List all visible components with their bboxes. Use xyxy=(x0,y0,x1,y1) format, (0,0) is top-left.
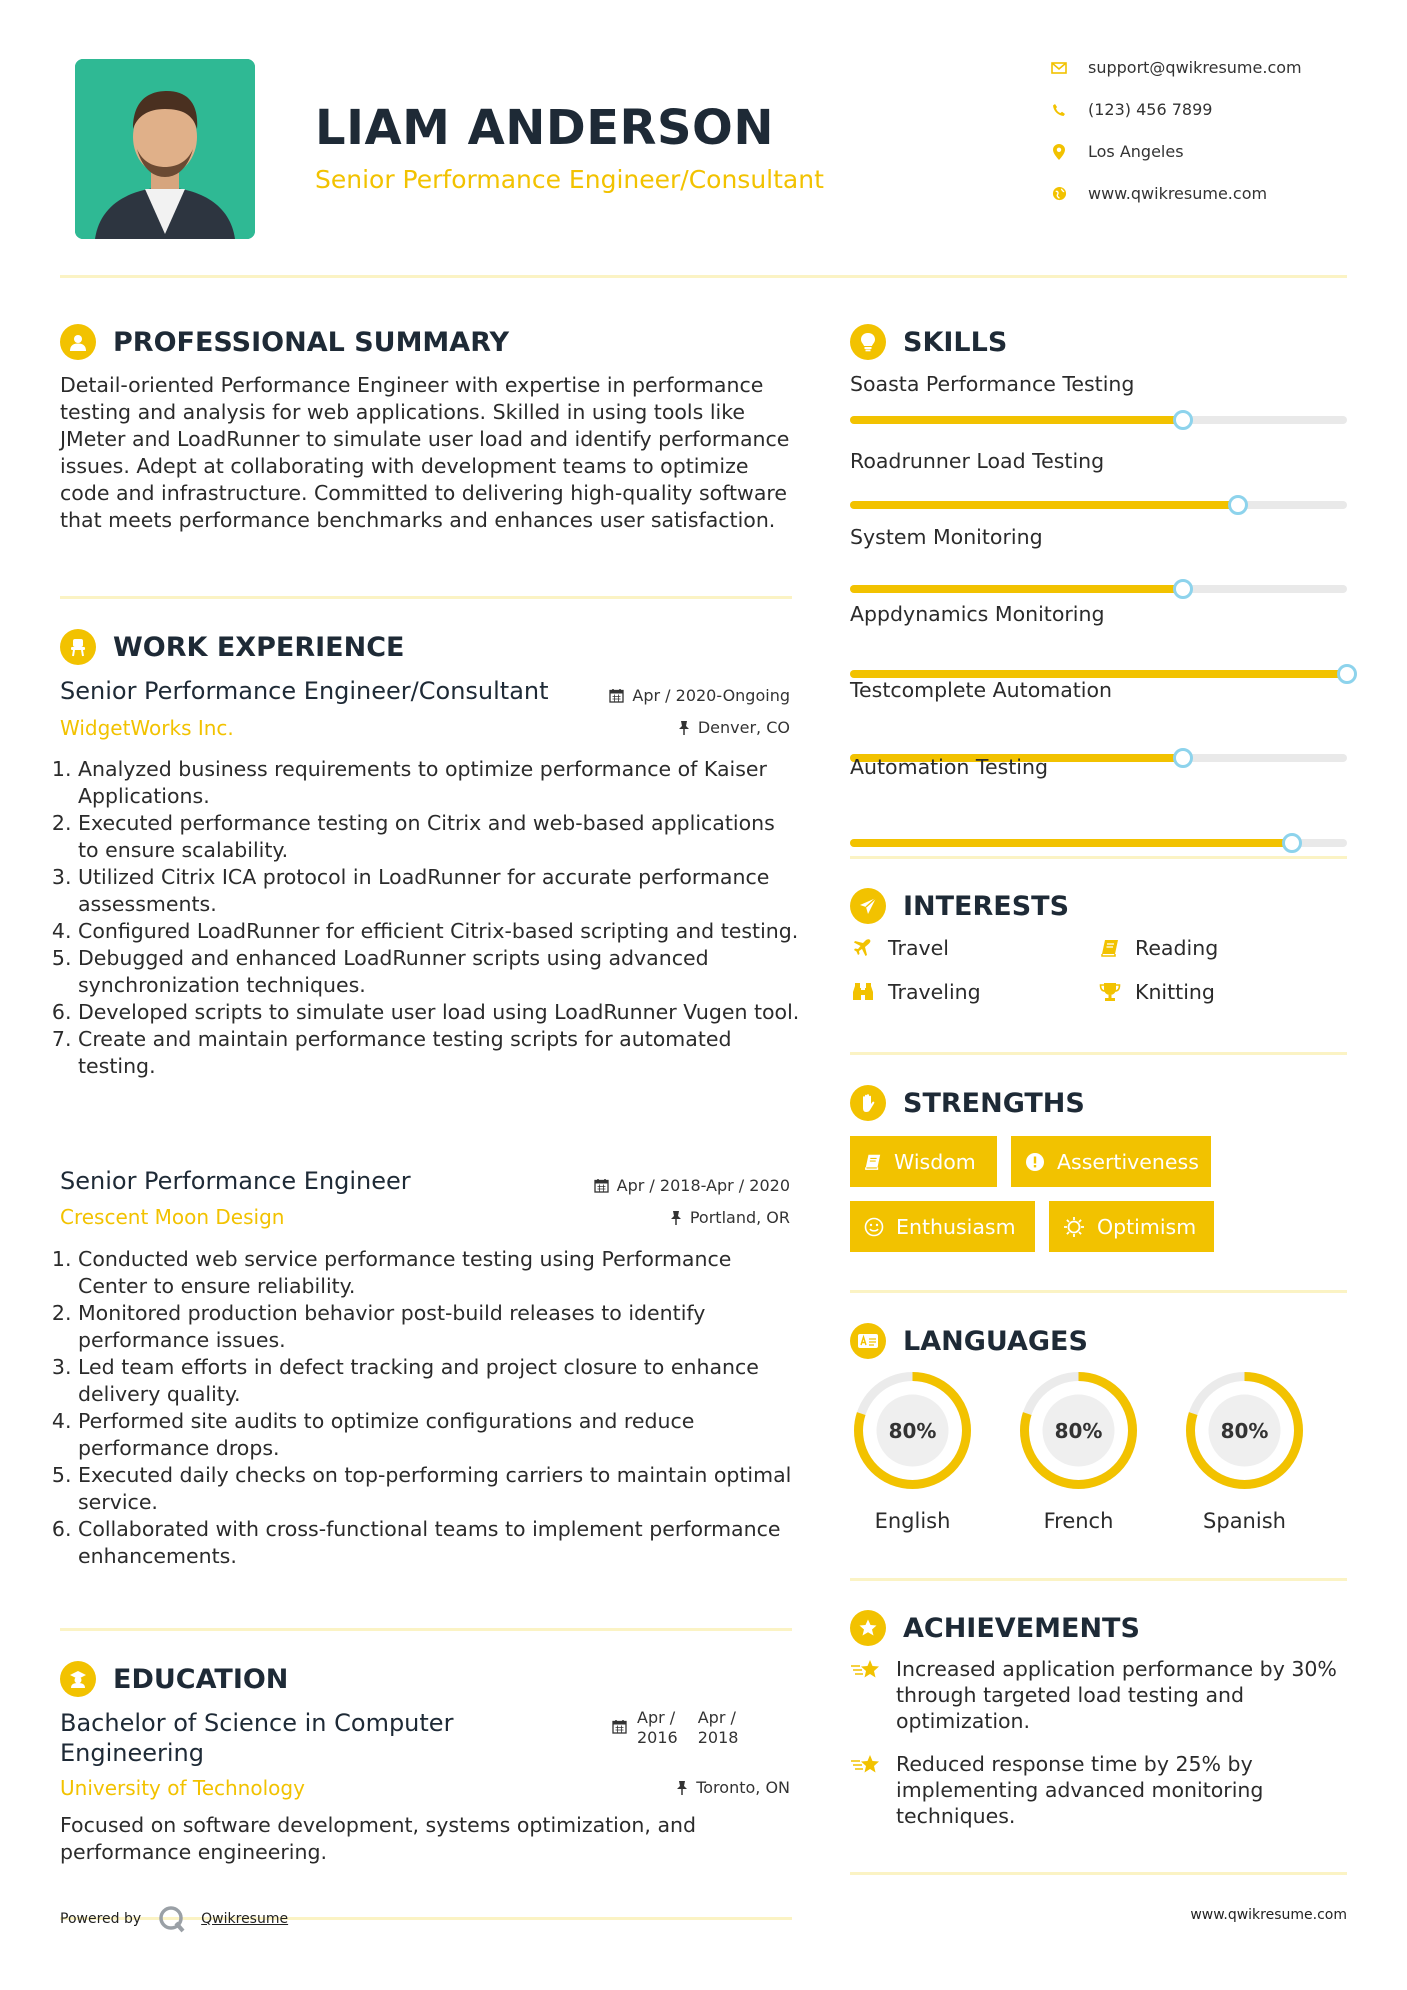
strength-label: Assertiveness xyxy=(1057,1149,1199,1174)
summary-divider xyxy=(60,596,792,599)
language-ring xyxy=(850,1368,975,1493)
contact-website[interactable] xyxy=(1050,184,1267,203)
user-icon xyxy=(60,324,96,360)
language-percent: 80% xyxy=(1220,1419,1269,1443)
language-card-icon xyxy=(850,1323,886,1359)
skill-bar-fill xyxy=(850,585,1183,593)
education-date-end-1: Apr / xyxy=(697,1708,736,1727)
strength-optimism xyxy=(1049,1201,1214,1252)
interest-label: Travel xyxy=(888,936,949,960)
list-item: 1. Conducted web service performance testing using Performance Center to ensure reliability. xyxy=(78,1246,800,1300)
list-item: 3. Utilized Citrix ICA protocol in LoadRunner for accurate performance assessments. xyxy=(78,864,800,918)
skill-bar-knob xyxy=(1173,410,1193,430)
interest-knitting xyxy=(1097,980,1215,1004)
interest-label: Knitting xyxy=(1135,980,1215,1004)
candidate-title: Senior Performance Engineer/Consultant xyxy=(315,165,824,194)
strength-label: Enthusiasm xyxy=(896,1214,1016,1239)
chair-icon xyxy=(60,629,96,665)
work-heading xyxy=(60,629,404,665)
sun-icon xyxy=(1063,1216,1085,1238)
work-heading-text: WORK EXPERIENCE xyxy=(113,631,405,663)
pushpin-icon xyxy=(670,1210,682,1225)
education-degree xyxy=(60,1708,453,1768)
language-english xyxy=(850,1368,975,1533)
skills-heading-text: SKILLS xyxy=(903,326,1008,358)
interest-label: Reading xyxy=(1135,936,1219,960)
summary-text: Detail-oriented Performance Engineer with expertise in performance testing and analysis for web applications. Skilled in using tools like JMeter and LoadRunner to simulate user load and identify performance issues. Adept at collaborating with development teams to optimize code and infrastructure. Committed to delivering high-quality software that meets performance benchmarks and enhances user satisfaction. xyxy=(60,373,790,532)
job-2-date xyxy=(500,1176,790,1195)
list-item: 5. Debugged and enhanced LoadRunner scripts using advanced synchronization techniques. xyxy=(78,945,800,999)
strengths-divider xyxy=(850,1290,1347,1293)
contact-phone[interactable] xyxy=(1050,100,1212,119)
job-1-company: WidgetWorks Inc. xyxy=(60,716,234,740)
graduate-icon xyxy=(60,1661,96,1697)
languages-heading xyxy=(850,1323,1088,1359)
interests-divider xyxy=(850,1052,1347,1055)
education-date-end-2: 2018 xyxy=(697,1728,739,1747)
summary-heading-text: PROFESSIONAL SUMMARY xyxy=(113,326,510,358)
achievement-2 xyxy=(850,1751,1350,1829)
skill-bar-fill xyxy=(850,670,1347,678)
education-date xyxy=(612,1708,738,1748)
skill-bar xyxy=(850,839,1347,847)
skill-bar-fill xyxy=(850,501,1238,509)
skill-bar-knob xyxy=(1282,833,1302,853)
strength-wisdom xyxy=(850,1136,997,1187)
header-divider xyxy=(60,275,1347,278)
calendar-icon xyxy=(609,688,624,703)
smile-icon xyxy=(864,1217,884,1237)
skill-bar-fill xyxy=(850,416,1183,424)
achievement-text: Increased application performance by 30% through targeted load testing and optimization. xyxy=(896,1657,1337,1733)
skill-bar-knob xyxy=(1173,748,1193,768)
strength-label: Wisdom xyxy=(894,1149,976,1174)
languages-divider xyxy=(850,1578,1347,1581)
language-french xyxy=(1016,1368,1141,1533)
achievement-text: Reduced response time by 25% by implementing advanced monitoring techniques. xyxy=(896,1752,1264,1828)
job-1-title: Senior Performance Engineer/Consultant xyxy=(60,677,549,705)
job-2-title: Senior Performance Engineer xyxy=(60,1167,411,1195)
skills-divider xyxy=(850,856,1347,859)
trophy-icon xyxy=(1097,982,1123,1002)
achievements-divider xyxy=(850,1872,1347,1875)
contact-email-text: support@qwikresume.com xyxy=(1088,58,1302,77)
contact-email[interactable] xyxy=(1050,58,1302,77)
paper-plane-icon xyxy=(850,888,886,924)
skill-label: Soasta Performance Testing xyxy=(850,372,1135,396)
education-location-text: Toronto, ON xyxy=(696,1778,790,1797)
interests-heading xyxy=(850,888,1069,924)
education-date-start-2: 2016 xyxy=(637,1728,678,1747)
contact-location-text: Los Angeles xyxy=(1088,142,1184,161)
footer-powered xyxy=(60,1904,288,1934)
job-1-date-text: Apr / 2020-Ongoing xyxy=(632,686,790,705)
hand-icon xyxy=(850,1085,886,1121)
job-2-location xyxy=(500,1208,790,1227)
achievements-heading-text: ACHIEVEMENTS xyxy=(903,1612,1140,1644)
list-item: 5. Executed daily checks on top-performing carriers to maintain optimal service. xyxy=(78,1462,800,1516)
strength-enthusiasm xyxy=(850,1201,1035,1252)
summary-heading xyxy=(60,324,509,360)
achievements-heading xyxy=(850,1610,1140,1646)
skill-bar-knob xyxy=(1173,579,1193,599)
exclamation-circle-icon xyxy=(1025,1152,1045,1172)
qwikresume-logo-icon xyxy=(157,1904,187,1934)
profile-photo xyxy=(75,59,255,239)
education-text: Focused on software development, systems optimization, and performance engineering. xyxy=(60,1813,697,1864)
strengths-heading xyxy=(850,1085,1085,1121)
star-badge-icon xyxy=(850,1610,886,1646)
education-degree-line-1: Bachelor of Science in Computer xyxy=(60,1709,454,1737)
skill-bar xyxy=(850,501,1347,509)
job-2-items xyxy=(60,1246,800,1570)
phone-icon xyxy=(1050,101,1068,119)
interest-traveling xyxy=(850,980,981,1004)
pushpin-icon xyxy=(678,720,690,735)
calendar-icon xyxy=(594,1178,609,1193)
language-ring xyxy=(1016,1368,1141,1493)
languages-heading-text: LANGUAGES xyxy=(903,1325,1088,1357)
language-ring xyxy=(1182,1368,1307,1493)
list-item: 3. Led team efforts in defect tracking and project closure to enhance delivery quality. xyxy=(78,1354,800,1408)
skill-bar-knob xyxy=(1337,664,1357,684)
globe-icon xyxy=(1050,185,1068,203)
strength-label: Optimism xyxy=(1097,1214,1197,1239)
job-2-company: Crescent Moon Design xyxy=(60,1205,285,1229)
job-1-items xyxy=(60,756,800,1080)
calendar-icon xyxy=(612,1719,627,1734)
education-date-start-1: Apr / xyxy=(637,1708,676,1727)
book-icon xyxy=(1097,938,1123,958)
candidate-name: LIAM ANDERSON xyxy=(315,100,775,156)
education-degree-line-2: Engineering xyxy=(60,1739,204,1767)
contact-website-text: www.qwikresume.com xyxy=(1088,184,1268,203)
skill-bar-fill xyxy=(850,839,1292,847)
job-2-date-text: Apr / 2018-Apr / 2020 xyxy=(616,1176,790,1195)
education-heading xyxy=(60,1661,288,1697)
work-divider xyxy=(60,1628,792,1631)
skill-label: Roadrunner Load Testing xyxy=(850,448,1105,473)
job-1-location xyxy=(520,718,790,737)
powered-by-text: Powered by xyxy=(60,1911,142,1927)
list-item: 2. Executed performance testing on Citrix and web-based applications to ensure scalability. xyxy=(78,810,800,864)
skill-bar xyxy=(850,585,1347,593)
envelope-icon xyxy=(1050,59,1068,77)
list-item: 1. Analyzed business requirements to optimize performance of Kaiser Applications. xyxy=(78,756,800,810)
list-item: 6. Developed scripts to simulate user load using LoadRunner Vugen tool. xyxy=(78,999,800,1026)
list-item: 7. Create and maintain performance testing scripts for automated testing. xyxy=(78,1026,800,1080)
skill-label: Automation Testing xyxy=(850,754,1048,779)
job-2-location-text: Portland, OR xyxy=(689,1208,790,1227)
skill-label: Appdynamics Monitoring xyxy=(850,601,1105,626)
contact-phone-text: (123) 456 7899 xyxy=(1088,100,1213,119)
list-item: 6. Collaborated with cross-functional teams to implement performance enhancements. xyxy=(78,1516,800,1570)
language-name: French xyxy=(1043,1509,1114,1533)
skill-bar-knob xyxy=(1228,495,1248,515)
education-location xyxy=(500,1778,790,1797)
strengths-heading-text: STRENGTHS xyxy=(903,1087,1085,1119)
book-icon xyxy=(864,1153,882,1171)
education-heading-text: EDUCATION xyxy=(113,1663,289,1695)
binoculars-icon xyxy=(850,982,876,1002)
language-percent: 80% xyxy=(1054,1419,1103,1443)
language-name: English xyxy=(874,1509,951,1533)
education-school: University of Technology xyxy=(60,1776,305,1800)
footer-url[interactable]: www.qwikresume.com xyxy=(1190,1907,1347,1923)
contact-location xyxy=(1050,142,1184,161)
list-item: 4. Configured LoadRunner for efficient Citrix-based scripting and testing. xyxy=(78,918,800,945)
qwikresume-link[interactable]: Qwikresume xyxy=(201,1911,289,1927)
skill-label: System Monitoring xyxy=(850,525,1043,549)
interest-reading xyxy=(1097,936,1218,960)
language-percent: 80% xyxy=(888,1419,937,1443)
star-flying-icon xyxy=(850,1751,884,1829)
interest-travel xyxy=(850,936,949,960)
interests-heading-text: INTERESTS xyxy=(903,890,1070,922)
interest-label: Traveling xyxy=(888,980,981,1004)
map-pin-icon xyxy=(1050,143,1068,161)
skill-bar xyxy=(850,670,1347,678)
list-item: 2. Monitored production behavior post-build releases to identify performance issues. xyxy=(78,1300,800,1354)
language-name: Spanish xyxy=(1203,1509,1286,1533)
pushpin-icon xyxy=(676,1780,688,1795)
achievement-1 xyxy=(850,1656,1350,1734)
skills-heading xyxy=(850,324,1007,360)
lightbulb-icon xyxy=(850,324,886,360)
list-item: 4. Performed site audits to optimize configurations and reduce performance drops. xyxy=(78,1408,800,1462)
skill-label: Testcomplete Automation xyxy=(850,678,1113,702)
strength-assertiveness xyxy=(1011,1136,1211,1187)
plane-icon xyxy=(850,938,876,958)
job-1-location-text: Denver, CO xyxy=(697,718,790,737)
star-flying-icon xyxy=(850,1656,884,1734)
skill-bar xyxy=(850,416,1347,424)
language-spanish xyxy=(1182,1368,1307,1533)
job-1-date xyxy=(520,686,790,705)
